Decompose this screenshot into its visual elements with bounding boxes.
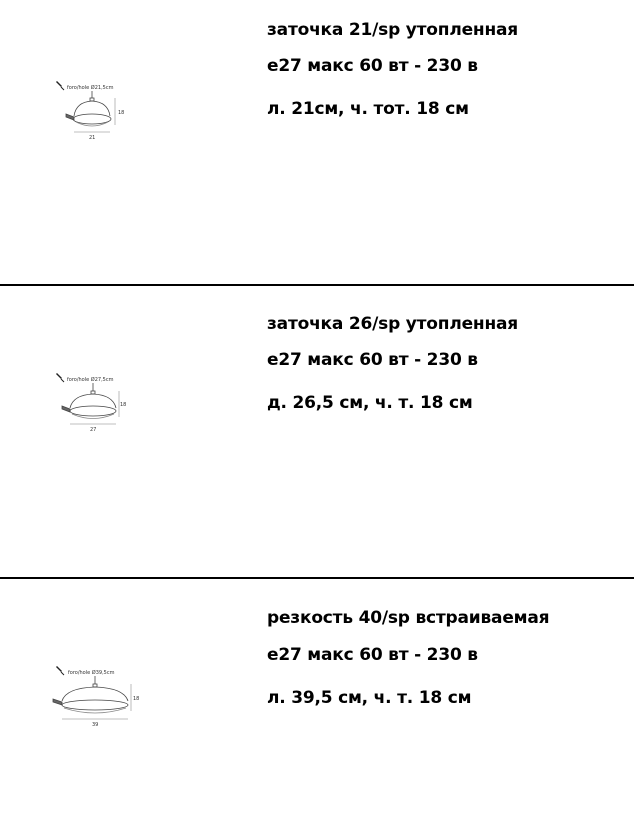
lamp-outline	[53, 676, 131, 719]
width-label: 21	[89, 135, 96, 141]
lamp-technical-drawing	[52, 370, 136, 435]
lamp-outline	[66, 91, 115, 132]
product-dimensions: д. 26,5 см, ч. т. 18 см	[267, 393, 473, 413]
height-label: 18	[133, 696, 140, 702]
product-entry	[0, 579, 634, 826]
lamp-technical-drawing	[50, 663, 140, 728]
product-entry	[0, 0, 634, 285]
height-label: 18	[120, 402, 127, 408]
lamp-outline	[62, 383, 119, 424]
product-dimensions: л. 21см, ч. тот. 18 см	[267, 99, 469, 119]
product-power: e27 макс 60 вт - 230 в	[267, 350, 478, 370]
hole-label: foro/hole Ø27,5cm	[67, 377, 114, 383]
product-title: резкость 40/sp встраиваемая	[267, 608, 550, 628]
saw-icon	[56, 373, 64, 382]
lamp-technical-drawing	[52, 78, 132, 143]
product-title: заточка 21/sp утопленная	[267, 20, 518, 40]
saw-icon	[56, 666, 64, 675]
height-label: 18	[118, 110, 125, 116]
saw-icon	[56, 81, 64, 90]
product-title: заточка 26/sp утопленная	[267, 314, 518, 334]
product-entry	[0, 286, 634, 578]
width-label: 39	[92, 722, 99, 728]
width-label: 27	[90, 427, 97, 433]
product-dimensions: л. 39,5 см, ч. т. 18 см	[267, 688, 472, 708]
product-power: e27 макс 60 вт - 230 в	[267, 645, 478, 665]
hole-label: foro/hole Ø21,5cm	[67, 85, 114, 91]
hole-label: foro/hole Ø39,5cm	[68, 670, 115, 676]
product-power: e27 макс 60 вт - 230 в	[267, 56, 478, 76]
